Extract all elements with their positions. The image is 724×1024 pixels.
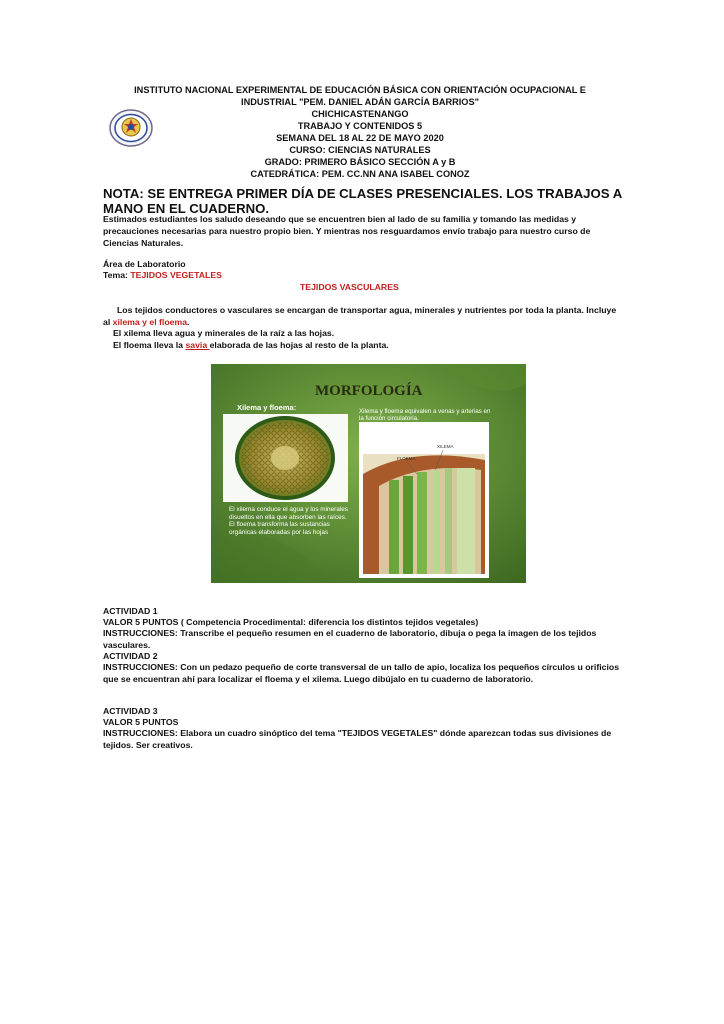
topic-label: Tema: xyxy=(103,270,131,280)
topic-line xyxy=(103,270,222,281)
activity-2-title: ACTIVIDAD 2 xyxy=(103,651,158,661)
floema-label: FLOEMA xyxy=(397,456,416,461)
note-heading: NOTA: SE ENTREGA PRIMER DÍA DE CLASES PRESENCIALES. LOS TRABAJOS A MANO EN EL CUADERNO. xyxy=(103,186,622,216)
morphology-figure xyxy=(211,364,526,583)
xilema-floema-highlight: xilema y el floema xyxy=(112,316,188,327)
activity-3-instructions: INSTRUCCIONES: Elabora un cuadro sinóptico del tema "TEJIDOS VEGETALES" dónde aparezcan todas sus divisiones de tejidos. Ser creativos. xyxy=(103,728,612,750)
activity-3-title: ACTIVIDAD 3 xyxy=(103,706,158,716)
figure-subtitle: Xilema y floema: xyxy=(237,403,297,412)
xilema-label: XILEMA xyxy=(437,444,454,449)
figure-caption-floema: El floema transforma las sustancias orgánicas elaboradas por las hojas xyxy=(229,521,330,536)
figure-title: MORFOLOGÍA xyxy=(315,383,423,399)
floema-sentence xyxy=(113,340,633,352)
vascular-text-end: . xyxy=(187,316,190,327)
area-label: Área de Laboratorio xyxy=(103,259,186,269)
school-logo xyxy=(108,108,154,148)
header-line-institute: INSTITUTO NACIONAL EXPERIMENTAL DE EDUCACIÓN BÁSICA CON ORIENTACIÓN OCUPACIONAL E xyxy=(134,85,586,95)
topic-value: TEJIDOS VEGETALES xyxy=(130,270,222,280)
savia-highlight: savia xyxy=(185,340,210,350)
figure-caption-right: Xilema y floema equivalen a venas y arterias en la función circulatoria. xyxy=(359,408,491,423)
activity-2-instructions: INSTRUCCIONES: Con un pedazo pequeño de corte transversal de un tallo de apio, localiza los pequeños círculos u orificios que se encuentran ahí para localizar el floema y el xilema. Luego dibújalo en tu cuaderno de laboratorio. xyxy=(103,662,620,684)
activity-1-instructions: INSTRUCCIONES: Transcribe el pequeño resumen en el cuaderno de laboratorio, dibuja o pega la imagen de los tejidos vasculares. xyxy=(103,628,597,650)
intro-paragraph: Estimados estudiantes los saludo deseando que se encuentren bien al lado de su familia y tomando las medidas y precauciones necesarias para nuestro propio bien. Y mientras nos resguardamos envío trabajo para nuestro curso de Ciencias Naturales. xyxy=(103,214,591,248)
activity-1-title: ACTIVIDAD 1 xyxy=(103,606,158,616)
header-line-grade: GRADO: PRIMERO BÁSICO SECCIÓN A y B xyxy=(264,157,456,167)
document-header xyxy=(100,84,620,180)
floema-text: El floema lleva la xyxy=(113,340,186,350)
floema-text-end: elaborada de las hojas al resto de la planta. xyxy=(209,340,389,350)
xilema-sentence: El xilema lleva agua y minerales de la raíz a las hojas. xyxy=(113,328,335,338)
activity-3-value: VALOR 5 PUNTOS xyxy=(103,717,179,727)
header-line-teacher: CATEDRÁTICA: PEM. CC.NN ANA ISABEL CONOZ xyxy=(250,169,470,179)
header-line-course: CURSO: CIENCIAS NATURALES xyxy=(289,145,431,155)
section-subtitle: TEJIDOS VASCULARES xyxy=(300,282,399,292)
header-line-work: TRABAJO Y CONTENIDOS 5 xyxy=(297,121,423,131)
vascular-description xyxy=(103,305,623,328)
header-line-industrial: INDUSTRIAL "PEM. DANIEL ADÁN GARCÍA BARRIOS" xyxy=(241,97,479,107)
figure-caption-xilema: El xilema conduce el agua y los minerales disueltos en ella que absorben las raíces. xyxy=(229,506,348,521)
vascular-text: Los tejidos conductores o vasculares se encargan de transportar agua, minerales y nutrientes por toda la planta. Incluye al xyxy=(103,305,617,327)
activity-1-value: VALOR 5 PUNTOS ( Competencia Procedimental: diferencia los distintos tejidos vegetales) xyxy=(103,617,479,627)
header-line-week: SEMANA DEL 18 AL 22 DE MAYO 2020 xyxy=(276,133,444,143)
header-line-city: CHICHICASTENANGO xyxy=(311,109,409,119)
